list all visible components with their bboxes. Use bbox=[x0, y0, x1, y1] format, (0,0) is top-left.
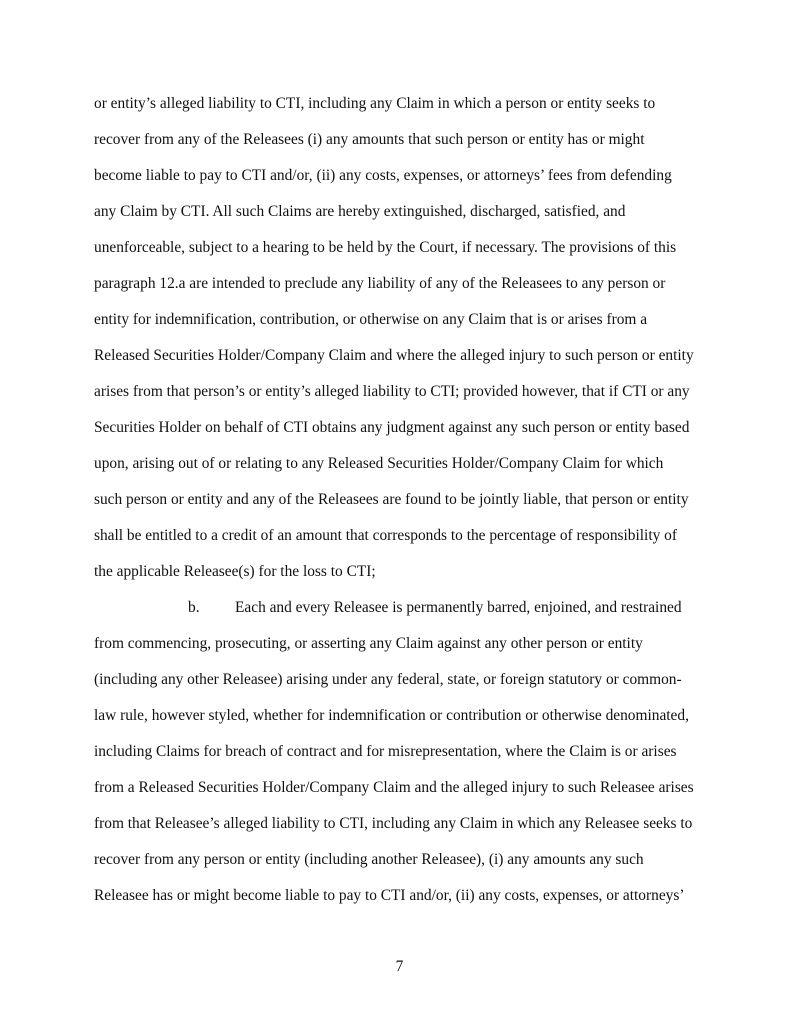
paragraph-a-line: such person or entity and any of the Releasees are found to be jointly liable, that person or entity bbox=[94, 491, 689, 508]
paragraph-a-line: or entity’s alleged liability to CTI, including any Claim in which a person or entity seeks to bbox=[94, 95, 656, 112]
paragraph-b-line: Releasee has or might become liable to pay to CTI and/or, (ii) any costs, expenses, or attorneys’ bbox=[94, 887, 685, 904]
paragraph-a-line: unenforceable, subject to a hearing to be held by the Court, if necessary. The provisions of this bbox=[94, 239, 677, 256]
paragraph-b-line: including Claims for breach of contract and for misrepresentation, where the Claim is or arises bbox=[94, 743, 677, 760]
paragraph-b-line: from that Releasee’s alleged liability to CTI, including any Claim in which any Releasee seeks to bbox=[94, 815, 693, 832]
paragraph-a-line: recover from any of the Releasees (i) any amounts that such person or entity has or might bbox=[94, 131, 645, 148]
paragraph-b-line: from a Released Securities Holder/Company Claim and the alleged injury to such Releasee arises bbox=[94, 779, 694, 796]
paragraph-b-label: b. bbox=[188, 599, 200, 616]
paragraph-a-line: arises from that person’s or entity’s alleged liability to CTI; provided however, that if CTI or any bbox=[94, 383, 690, 400]
paragraph-a-line: paragraph 12.a are intended to preclude any liability of any of the Releasees to any person or bbox=[94, 275, 666, 292]
paragraph-b-line: from commencing, prosecuting, or asserting any Claim against any other person or entity bbox=[94, 635, 643, 652]
paragraph-b-line: recover from any person or entity (including another Releasee), (i) any amounts any such bbox=[94, 851, 644, 868]
paragraph-a-line: upon, arising out of or relating to any Released Securities Holder/Company Claim for which bbox=[94, 455, 664, 472]
paragraph-a-line: the applicable Releasee(s) for the loss to CTI; bbox=[94, 563, 376, 580]
paragraph-b-line: (including any other Releasee) arising under any federal, state, or foreign statutory or common- bbox=[94, 671, 682, 688]
paragraph-a-line: become liable to pay to CTI and/or, (ii) any costs, expenses, or attorneys’ fees from defending bbox=[94, 167, 672, 184]
paragraph-a-line: Securities Holder on behalf of CTI obtains any judgment against any such person or entity based bbox=[94, 419, 690, 436]
paragraph-a-line: entity for indemnification, contribution, or otherwise on any Claim that is or arises from a bbox=[94, 311, 648, 328]
paragraph-b-line: law rule, however styled, whether for indemnification or contribution or otherwise denominated, bbox=[94, 707, 689, 724]
paragraph-a-line: shall be entitled to a credit of an amount that corresponds to the percentage of responsibility of bbox=[94, 527, 677, 544]
paragraph-a-line: any Claim by CTI. All such Claims are hereby extinguished, discharged, satisfied, and bbox=[94, 203, 626, 220]
page-number: 7 bbox=[395, 958, 404, 975]
paragraph-b-first-line: Each and every Releasee is permanently barred, enjoined, and restrained bbox=[235, 599, 682, 616]
paragraph-a-line: Released Securities Holder/Company Claim and where the alleged injury to such person or entity bbox=[94, 347, 694, 364]
